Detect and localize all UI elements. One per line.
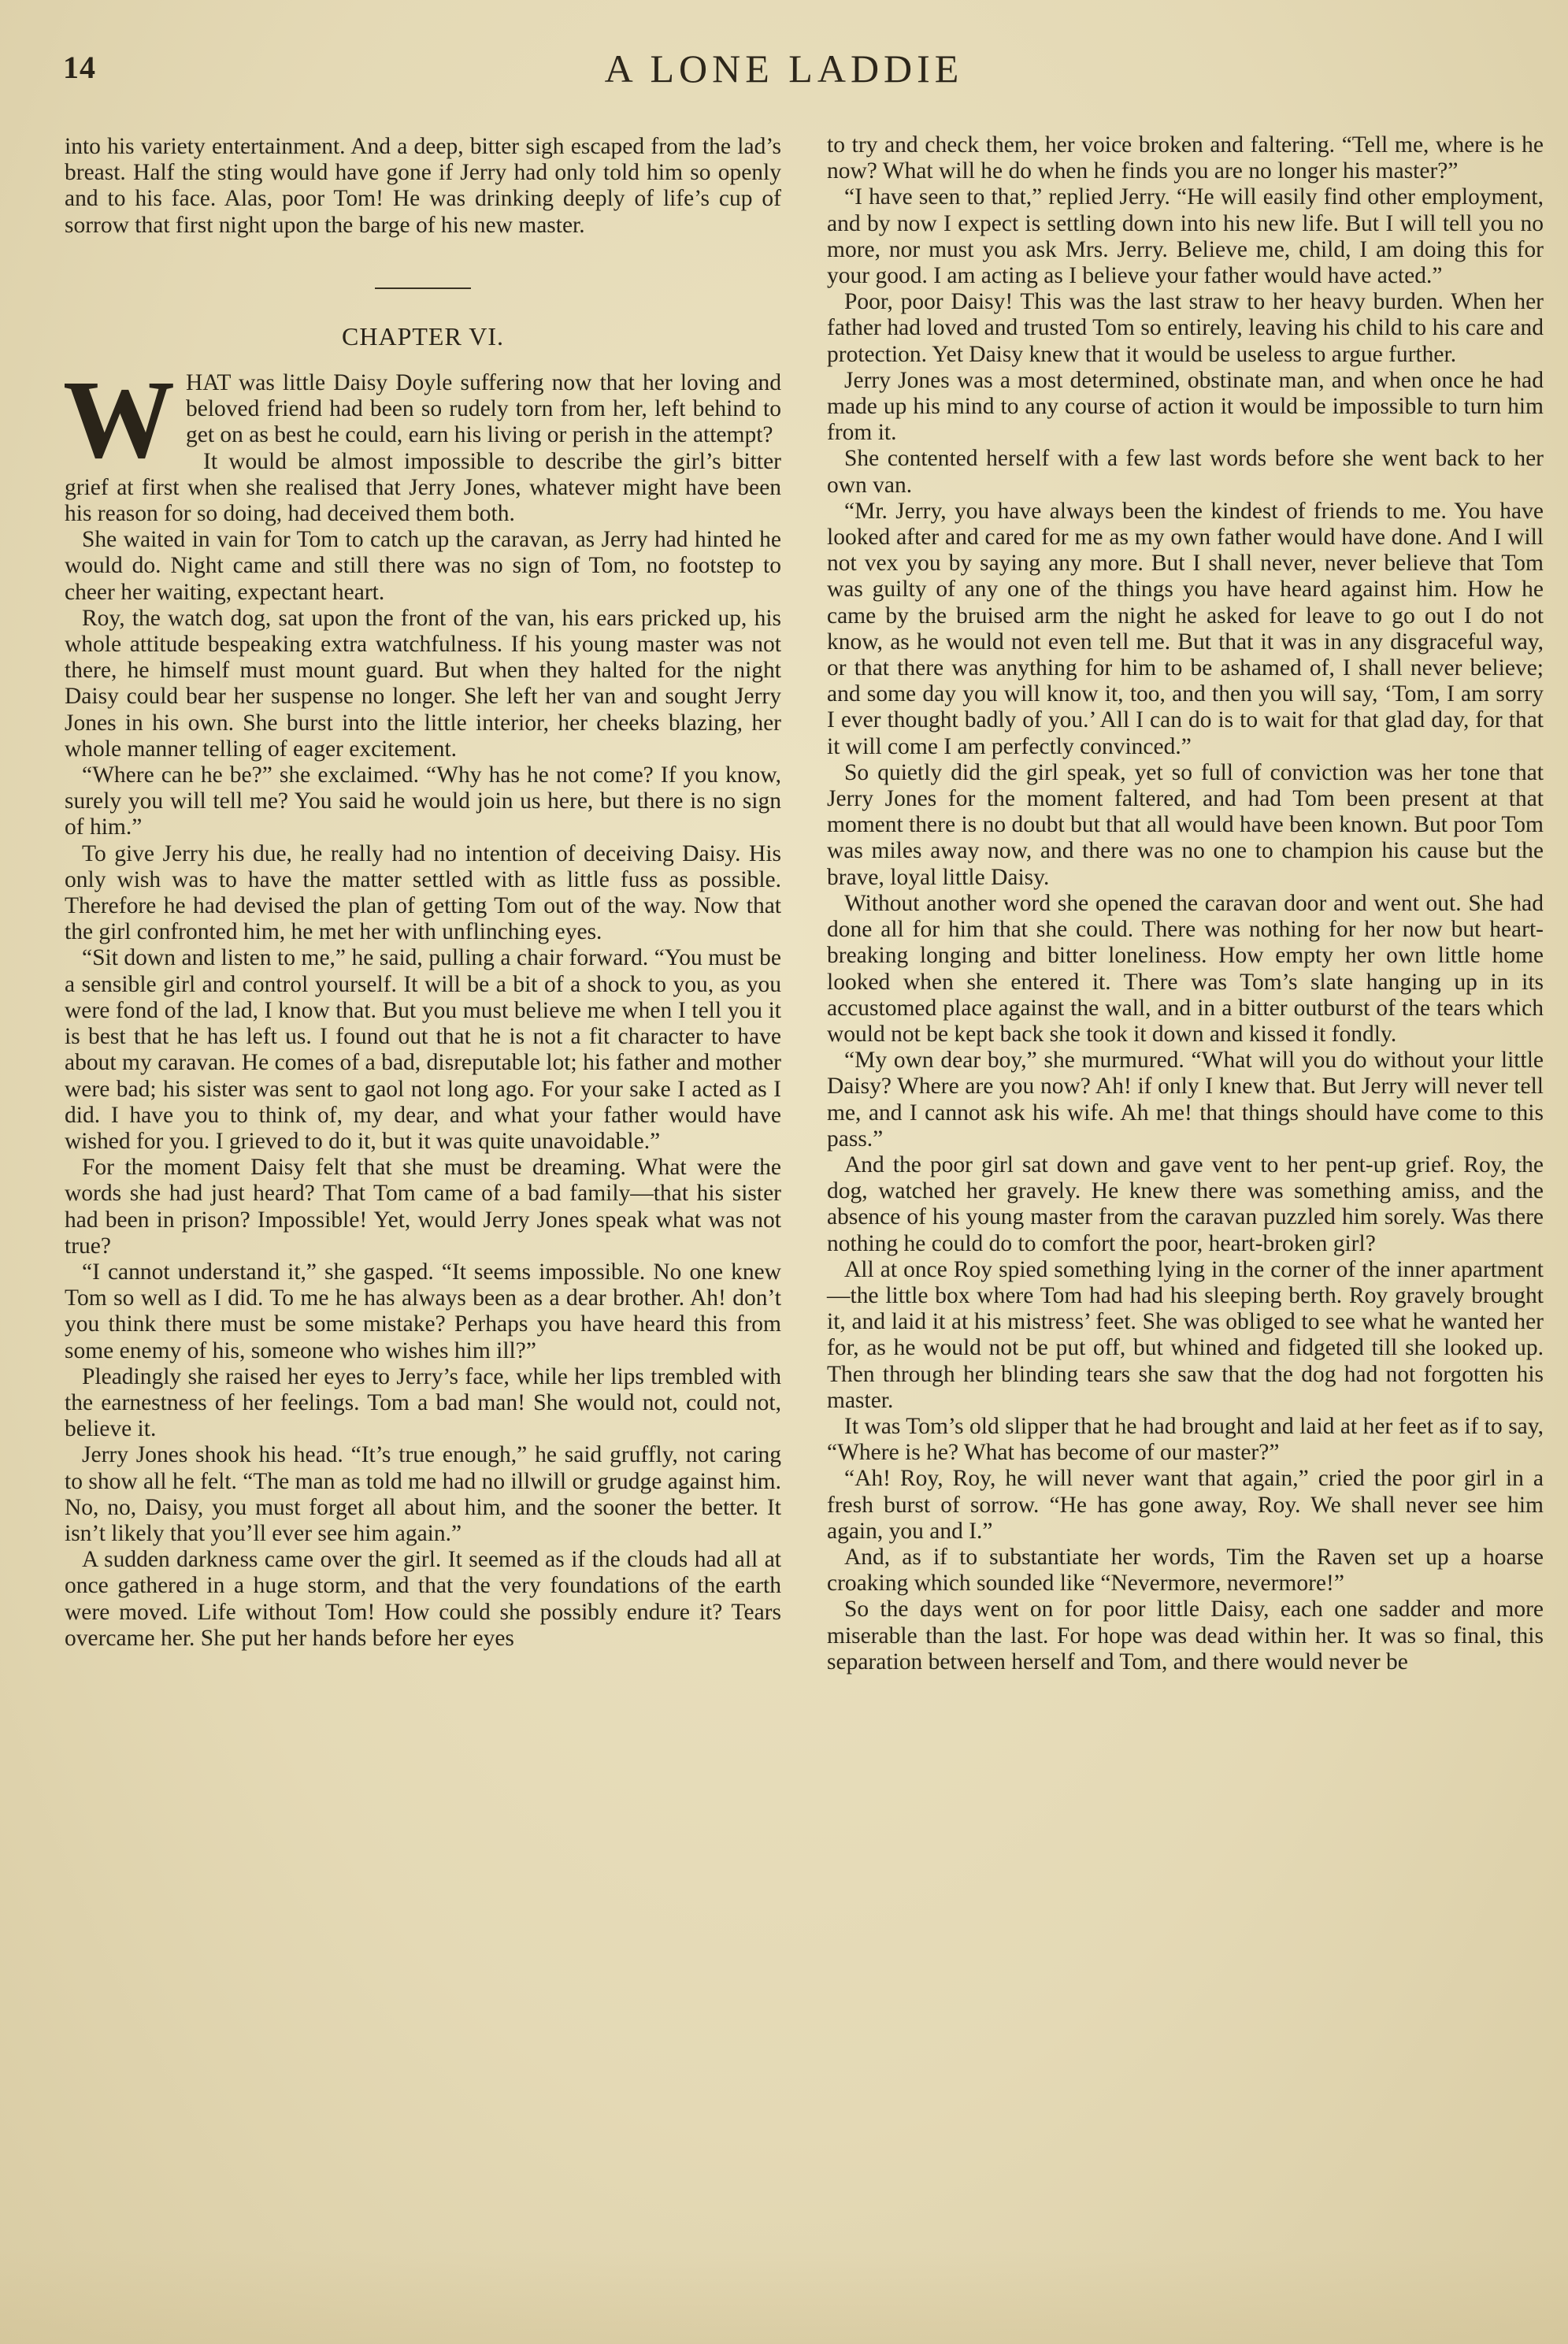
section-divider	[375, 287, 471, 289]
paragraph: Poor, poor Daisy! This was the last straw to her heavy burden. When her father had loved and trusted Tom so entirely, leaving his child to his care and protection. Yet Daisy knew that it would be useless to argue further.	[827, 289, 1544, 367]
paragraph: It would be almost impossible to describe the girl’s bitter grief at first when she realised that Jerry Jones, whatever might have been his reason for so doing, had deceived them both.	[65, 448, 781, 527]
paragraph: into his variety entertainment. And a deep, bitter sigh escaped from the lad’s breast. Half the sting would have gone if Jerry had only told him so openly and to his face. Alas, poor Tom! He was drinking deeply of life’s cup of sorrow that first night upon the barge of his new master.	[65, 134, 781, 238]
paragraph: For the moment Daisy felt that she must be dreaming. What were the words she had just heard? That Tom came of a bad family—that his sister had been in prison? Impossible! Yet, would Jerry Jones speak what was not true?	[65, 1155, 781, 1259]
paragraph: And, as if to substantiate her words, Tim the Raven set up a hoarse croaking which sounded like “Nevermore, nevermore!”	[827, 1544, 1544, 1597]
paragraph: So the days went on for poor little Daisy, each one sadder and more miserable than the last. For hope was dead within her. It was so final, this separation between herself and Tom, and there would never be	[827, 1597, 1544, 1675]
paragraph: “Sit down and listen to me,” he said, pulling a chair forward. “You must be a sensible girl and control yourself. It will be a bit of a shock to you, as you were fond of the lad, I know that. But you must believe me when I tell you it is best that he has left us. I found out that he is not a fit character to have about my caravan. He comes of a bad, disreputable lot; his father and mother were bad; his sister was sent to gaol not long ago. For your sake I acted as I did. I have you to think of, my dear, and what your father would have wished for you. I grieved to do it, but it was quite unavoidable.”	[65, 945, 781, 1154]
paragraph: All at once Roy spied something lying in the corner of the inner apartment—the little box where Tom had had his sleeping berth. Roy gravely brought it, and laid it at his mistress’ feet. She was obliged to see what he wanted her for, as he would not be put off, but whined and fidgeted till she looked up. Then through her blinding tears she saw that the dog had not forgotten his master.	[827, 1256, 1544, 1413]
paragraph: Pleadingly she raised her eyes to Jerry’s face, while her lips trembled with the earnestness of her feelings. Tom a bad man! She would not, could not, believe it.	[65, 1363, 781, 1442]
paragraph: Jerry Jones was a most determined, obstinate man, and when once he had made up his mind to any course of action it would be impossible to turn him from it.	[827, 367, 1544, 446]
left-column	[65, 134, 781, 1652]
paragraph: “My own dear boy,” she murmured. “What will you do without your little Daisy? Where are you now? Ah! if only I knew that. But Jerry will never tell me, and I cannot ask his wife. Ah me! that things should have come to this pass.”	[827, 1048, 1544, 1152]
right-column	[827, 132, 1544, 1675]
paragraph: Jerry Jones shook his head. “It’s true enough,” he said gruffly, not caring to show all he felt. “The man as told me had no illwill or grudge against him. No, no, Daisy, you must forget all about him, and the sooner the better. It isn’t likely that you’ll ever see him again.”	[65, 1442, 781, 1546]
opening-paragraph	[63, 357, 781, 482]
paragraph: She contented herself with a few last words before she went back to her own van.	[827, 446, 1544, 498]
drop-cap: W	[63, 357, 175, 482]
paragraph: “I cannot understand it,” she gasped. “It seems impossible. No one knew Tom so well as I did. To me he has always been as a dear brother. Ah! don’t you think there must be some mistake? Perhaps you have heard this from some enemy of his, someone who wishes him ill?”	[65, 1259, 781, 1363]
paragraph: “Where can he be?” she exclaimed. “Why has he not come? If you know, surely you will tell me? You said he would join us here, but there is no sign of him.”	[65, 762, 781, 840]
paragraph: It was Tom’s old slipper that he had brought and laid at her feet as if to say, “Where is he? What has become of our master?”	[827, 1413, 1544, 1466]
paragraph: She waited in vain for Tom to catch up the caravan, as Jerry had hinted he would do. Night came and still there was no sign of Tom, no footstep to cheer her waiting, expectant heart.	[65, 527, 781, 605]
page-number: 14	[63, 50, 96, 85]
paper-edge-shading	[0, 2249, 1568, 2344]
chapter-heading: CHAPTER VI.	[342, 321, 504, 350]
paragraph: to try and check them, her voice broken and faltering. “Tell me, where is he now? What will he do when he finds you are no longer his master?”	[827, 132, 1544, 184]
paragraph: Roy, the watch dog, sat upon the front of the van, his ears pricked up, his whole attitude bespeaking extra watchfulness. If his young master was not there, he himself must mount guard. But when they halted for the night Daisy could bear her suspense no longer. She left her van and sought Jerry Jones in his own. She burst into the little interior, her cheeks blazing, her whole manner telling of eager excitement.	[65, 605, 781, 762]
paragraph: A sudden darkness came over the girl. It seemed as if the clouds had all at once gathered in a huge storm, and that the very foundations of the earth were moved. Life without Tom! How could she possibly endure it? Tears overcame her. She put her hands before her eyes	[65, 1547, 781, 1651]
paragraph: “I have seen to that,” replied Jerry. “He will easily find other employment, and by now I expect is settling down into his new life. But I will tell you no more, nor must you ask Mrs. Jerry. Believe me, child, I am doing this for your good. I am acting as I believe your father would have acted.”	[827, 184, 1544, 289]
paragraph: “Mr. Jerry, you have always been the kindest of friends to me. You have looked after and cared for me as my own father would have done. And I will not vex you by saying any more. But I shall never, never believe that Tom was guilty of any one of the things you have heard against him. How he came by the bruised arm the night he asked for leave to go out I do not know, as he would not even tell me. But that it was in any disgraceful way, or that there was anything for him to be ashamed of, I shall never believe; and some day you will know it, too, and then you will say, ‘Tom, I am sorry I ever thought badly of you.’ All I can do is to wait for that glad day, for that it will come I am perfectly convinced.”	[827, 498, 1544, 759]
paragraph: To give Jerry his due, he really had no intention of deceiving Daisy. His only wish was to have the matter settled with as little fuss as possible. Therefore he had devised the plan of getting Tom out of the way. Now that the girl confronted him, he met her with unflinching eyes.	[65, 840, 781, 945]
running-title: A LONE LADDIE	[604, 46, 964, 91]
paragraph: Without another word she opened the caravan door and went out. She had done all for him that she could. There was nothing for her now but heart-breaking longing and bitter loneliness. How empty her own little home looked when she entered it. There was Tom’s slate hanging up in its accustomed place against the wall, and in a bitter outburst of the tears which would not be kept back she took it down and kissed it fondly.	[827, 890, 1544, 1047]
paragraph: So quietly did the girl speak, yet so full of conviction was her tone that Jerry Jones for the moment faltered, and had Tom been present at that moment there is no doubt but that all would have been known. But poor Tom was miles away now, and there was no one to champion his cause but the brave, loyal little Daisy.	[827, 759, 1544, 890]
opening-text: HAT was little Daisy Doyle suffering now that her loving and beloved friend had been so rudely torn from her, left behind to get on as best he could, earn his living or perish in the attempt?	[186, 370, 781, 448]
paragraph: And the poor girl sat down and gave vent to her pent-up grief. Roy, the dog, watched her gravely. He knew there was something amiss, and the absence of his young master from the caravan puzzled him sorely. Was there nothing he could do to comfort the poor, heart-broken girl?	[827, 1152, 1544, 1256]
paragraph: “Ah! Roy, Roy, he will never want that again,” cried the poor girl in a fresh burst of sorrow. “He has gone away, Roy. We shall never see him again, you and I.”	[827, 1466, 1544, 1544]
